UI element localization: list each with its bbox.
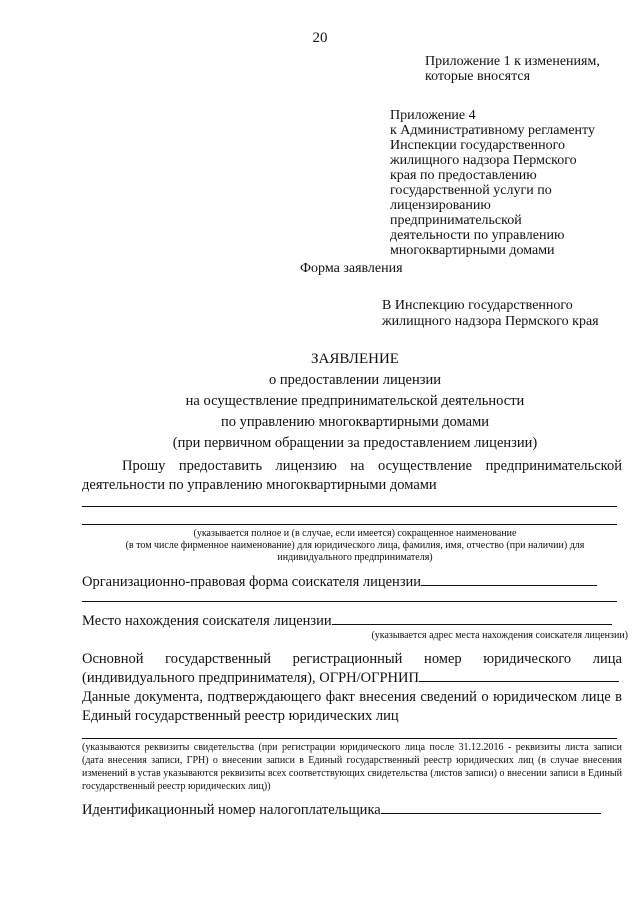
appendix-1-line: которые вносятся <box>425 69 531 84</box>
appendix-4-line: к Административному регламенту <box>390 123 595 138</box>
egrul-note: (указываются реквизиты свидетельства (при регистрации юридического лица после 31.12.2016 - реквизиты листа записи (дата внесения записи, ГРН) о внесении записи в Единый государственный реестр юридических лиц (в случае внесения изменений в устав указываются реквизиты всех соответствующих свидетельства (листов записи) о внесении записи в Единый государственный реестр юридических лиц)) <box>82 742 622 792</box>
inn-label: Идентификационный номер налогоплательщика <box>82 802 381 818</box>
page-number: 20 <box>312 30 328 46</box>
appendix-4-header <box>390 108 630 258</box>
document-title <box>60 349 640 454</box>
title-line: по управлению многоквартирными домами <box>220 414 490 430</box>
form-label: Форма заявления <box>300 261 403 276</box>
note-line: индивидуального предпринимателя) <box>277 552 433 563</box>
appendix-4-line: Инспекции государственного <box>390 138 565 153</box>
inn-field <box>82 801 601 819</box>
request-paragraph: Прошу предоставить лицензию на осуществление предпринимательской деятельности по управлению многоквартирными домами <box>82 458 622 493</box>
egrul-paragraph: Данные документа, подтверждающего факт внесения сведений о юридическом лице в Единый государственный реестр юридических лиц <box>82 689 622 724</box>
org-form-line-2[interactable] <box>82 601 617 602</box>
appendix-4-line: деятельности по управлению <box>390 228 565 243</box>
addressee-line: В Инспекцию государственного <box>382 298 573 313</box>
location-field <box>82 612 612 630</box>
egrul-input-line[interactable] <box>82 738 617 739</box>
applicant-name-line-1[interactable] <box>82 506 617 507</box>
appendix-4-line: предпринимательской <box>390 213 522 228</box>
addressee <box>382 298 632 330</box>
appendix-1-line: Приложение 1 к изменениям, <box>425 54 600 69</box>
ogrn-label-line-2: (индивидуального предпринимателя), ОГРН/ОГРНИП <box>82 670 419 686</box>
note-line: (в том числе фирменное наименование) для юридического лица, фамилия, имя, отчество (при наличии) для <box>125 540 585 551</box>
addressee-line: жилищного надзора Пермского края <box>382 314 599 329</box>
location-note: (указывается адрес места нахождения соискателя лицензии) <box>371 630 628 641</box>
applicant-name-line-2[interactable] <box>82 524 617 525</box>
location-input[interactable] <box>332 612 612 625</box>
appendix-4-line: лицензированию <box>390 198 491 213</box>
title-main: ЗАЯВЛЕНИЕ <box>311 351 399 367</box>
org-form-field <box>82 573 597 591</box>
org-form-input[interactable] <box>421 573 597 586</box>
location-label: Место нахождения соискателя лицензии <box>82 613 332 629</box>
appendix-4-line: жилищного надзора Пермского <box>390 153 577 168</box>
org-form-label: Организационно-правовая форма соискателя лицензии <box>82 574 422 590</box>
appendix-4-line: Приложение 4 <box>390 108 476 123</box>
title-line: о предоставлении лицензии <box>269 372 441 388</box>
ogrn-label-line-1: Основной государственный регистрационный номер юридического лица <box>82 651 622 667</box>
ogrn-input[interactable] <box>419 669 619 682</box>
appendix-1-header <box>425 54 635 84</box>
inn-input[interactable] <box>381 801 601 814</box>
appendix-4-line: края по предоставлению <box>390 168 537 183</box>
ogrn-field <box>82 669 619 687</box>
appendix-4-line: многоквартирными домами <box>390 243 555 258</box>
applicant-name-note <box>90 528 620 564</box>
title-line: на осуществление предпринимательской деятельности <box>185 393 525 409</box>
note-line: (указывается полное и (в случае, если имеется) сокращенное наименование <box>193 528 517 539</box>
appendix-4-line: государственной услуги по <box>390 183 552 198</box>
title-line: (при первичном обращении за предоставлением лицензии) <box>172 435 538 451</box>
